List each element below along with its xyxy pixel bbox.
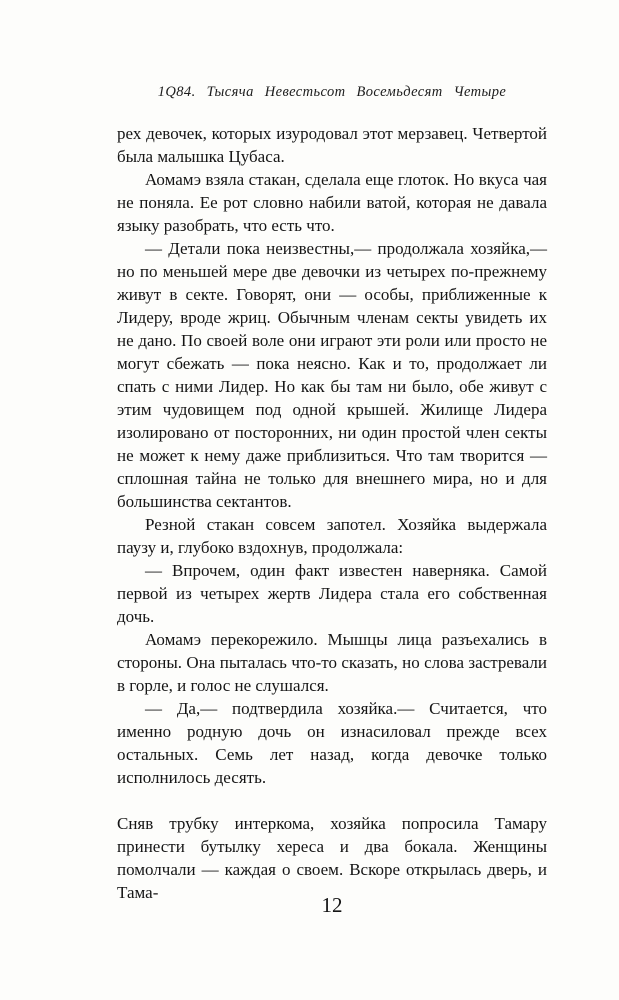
book-page (117, 0, 547, 1000)
paragraph-dialogue: — Да,— подтвердила хозяйка.— Считается, что именно родную дочь он изнасиловал прежде всех остальных. Семь лет назад, когда девочке только исполнилось десять. (117, 699, 547, 787)
paragraph-continuation: рех девочек, которых изуродовал этот мерзавец. Четвертой была малышка Цубаса. (117, 124, 547, 166)
paragraph: Аомамэ взяла стакан, сделала еще глоток. Но вкуса чая не поняла. Ее рот словно набили ватой, которая не давала языку разобрать, что есть что. (117, 170, 547, 235)
paragraph-dialogue: — Впрочем, один факт известен наверняка. Самой первой из четырех жертв Лидера стала его собственная дочь. (117, 561, 547, 626)
paragraph-dialogue: — Детали пока неизвестны,— продолжала хозяйка,— но по меньшей мере две девочки из четырех по-прежнему живут в секте. Говорят, они — особы, приближенные к Лидеру, вроде жриц. Обычным членам секты увидеть их не дано. По своей воле они играют эти роли или просто не могут сбежать — пока неясно. Как и то, продолжает ли спать с ними Лидер. Но как бы там ни было, обе живут с этим чудовищем под одной крышей. Жилище Лидера изолировано от посторонних, ни один простой член секты не может к нему даже приблизиться. Что там творится — сплошная тайна не только для внешнего мира, но и для большинства сектантов. (117, 239, 547, 511)
body-text (117, 122, 547, 904)
paragraph: Резной стакан совсем запотел. Хозяйка выдержала паузу и, глубоко вздохнув, продолжала: (117, 515, 547, 557)
running-header: 1Q84. Тысяча Невестьсот Восемьдесят Четыре (157, 84, 507, 100)
page-number: 12 (321, 893, 343, 917)
paragraph: Аомамэ перекорежило. Мышцы лица разъехались в стороны. Она пыталась что-то сказать, но слова застревали в горле, и голос не слушался. (117, 630, 547, 695)
paragraph-new-section: Сняв трубку интеркома, хозяйка попросила Тамару принести бутылку хереса и два бокала. Женщины помолчали — каждая о своем. Вскоре открылась дверь, и Тама- (117, 814, 547, 902)
